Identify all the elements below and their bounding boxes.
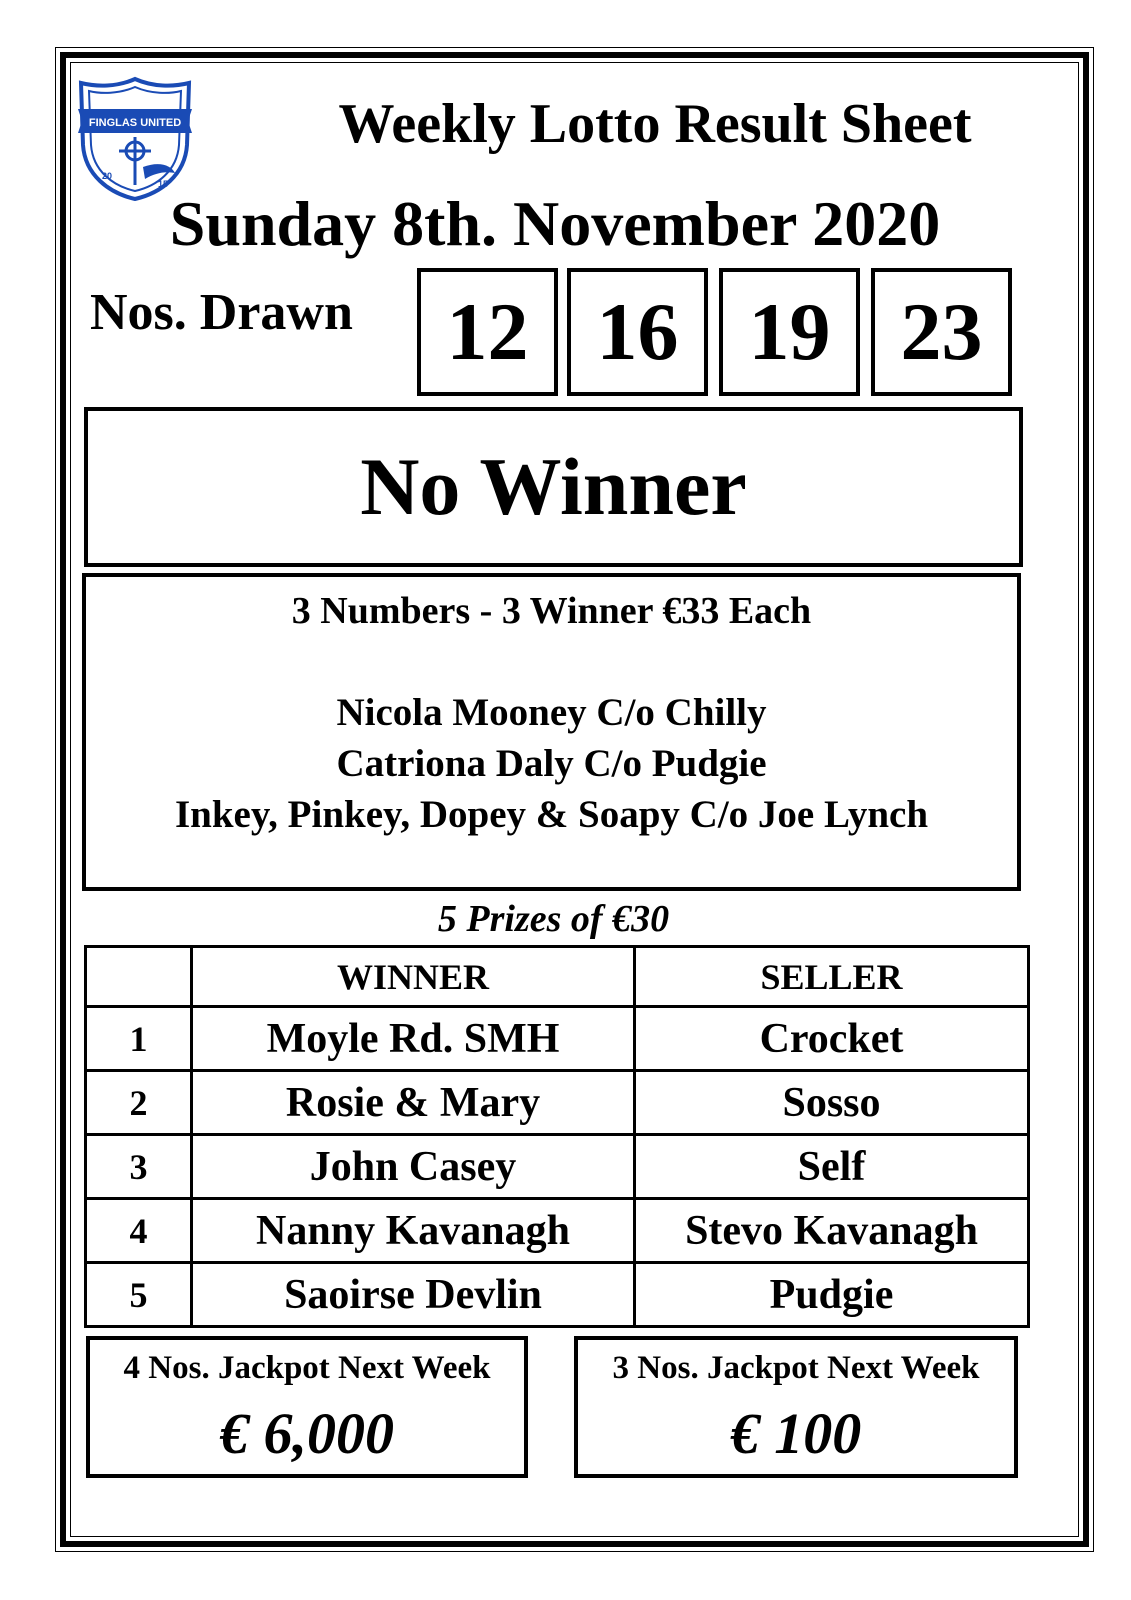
table-header-row xyxy=(86,947,1029,1007)
prize-winner: Moyle Rd. SMH xyxy=(192,1007,635,1071)
jackpot-result-banner: No Winner xyxy=(84,407,1023,567)
crest-year-left: 20 xyxy=(101,171,113,181)
column-header-rank xyxy=(86,947,192,1007)
prize-winner: Nanny Kavanagh xyxy=(192,1199,635,1263)
three-numbers-winner: Nicola Mooney C/o Chilly xyxy=(336,691,767,734)
three-numbers-winner: Catriona Daly C/o Pudgie xyxy=(336,742,767,785)
crest-name: FINGLAS UNITED xyxy=(88,117,182,129)
table-row xyxy=(86,1007,1029,1071)
column-header-seller: SELLER xyxy=(635,947,1029,1007)
three-numbers-panel xyxy=(82,573,1021,891)
drawn-number-box: 19 xyxy=(719,268,860,396)
prize-rank: 2 xyxy=(86,1071,192,1135)
four-numbers-jackpot-label: 4 Nos. Jackpot Next Week xyxy=(123,1350,491,1386)
prizes-table xyxy=(84,945,1030,1328)
numbers-drawn-label: Nos. Drawn xyxy=(90,284,353,341)
drawn-number-box: 16 xyxy=(567,268,708,396)
three-numbers-jackpot-box xyxy=(574,1336,1018,1478)
crest-year-right: 15 xyxy=(157,179,169,189)
prize-rank: 1 xyxy=(86,1007,192,1071)
club-crest-logo xyxy=(75,75,195,203)
prize-rank: 5 xyxy=(86,1263,192,1327)
three-numbers-winner-list xyxy=(86,687,1017,840)
table-row xyxy=(86,1135,1029,1199)
prizes-title: 5 Prizes of €30 xyxy=(437,898,670,940)
three-numbers-jackpot-label: 3 Nos. Jackpot Next Week xyxy=(612,1350,980,1386)
three-numbers-heading: 3 Numbers - 3 Winner €33 Each xyxy=(291,590,812,632)
prize-seller: Stevo Kavanagh xyxy=(635,1199,1029,1263)
prize-winner: John Casey xyxy=(192,1135,635,1199)
three-numbers-winner: Inkey, Pinkey, Dopey & Soapy C/o Joe Lynch xyxy=(174,793,929,836)
three-numbers-jackpot-amount: € 100 xyxy=(730,1401,862,1466)
prize-seller: Self xyxy=(635,1135,1029,1199)
table-row xyxy=(86,1071,1029,1135)
prize-rank: 3 xyxy=(86,1135,192,1199)
prize-winner: Rosie & Mary xyxy=(192,1071,635,1135)
column-header-winner: WINNER xyxy=(192,947,635,1007)
sheet-title: Weekly Lotto Result Sheet xyxy=(338,93,972,155)
prize-winner: Saoirse Devlin xyxy=(192,1263,635,1327)
prize-rank: 4 xyxy=(86,1199,192,1263)
table-row xyxy=(86,1199,1029,1263)
prize-seller: Crocket xyxy=(635,1007,1029,1071)
drawn-number-box: 12 xyxy=(417,268,558,396)
drawn-number-box: 23 xyxy=(871,268,1012,396)
draw-date: Sunday 8th. November 2020 xyxy=(169,188,941,259)
four-numbers-jackpot-box xyxy=(86,1336,528,1478)
prize-seller: Pudgie xyxy=(635,1263,1029,1327)
four-numbers-jackpot-amount: € 6,000 xyxy=(220,1401,394,1466)
table-row xyxy=(86,1263,1029,1327)
prize-seller: Sosso xyxy=(635,1071,1029,1135)
